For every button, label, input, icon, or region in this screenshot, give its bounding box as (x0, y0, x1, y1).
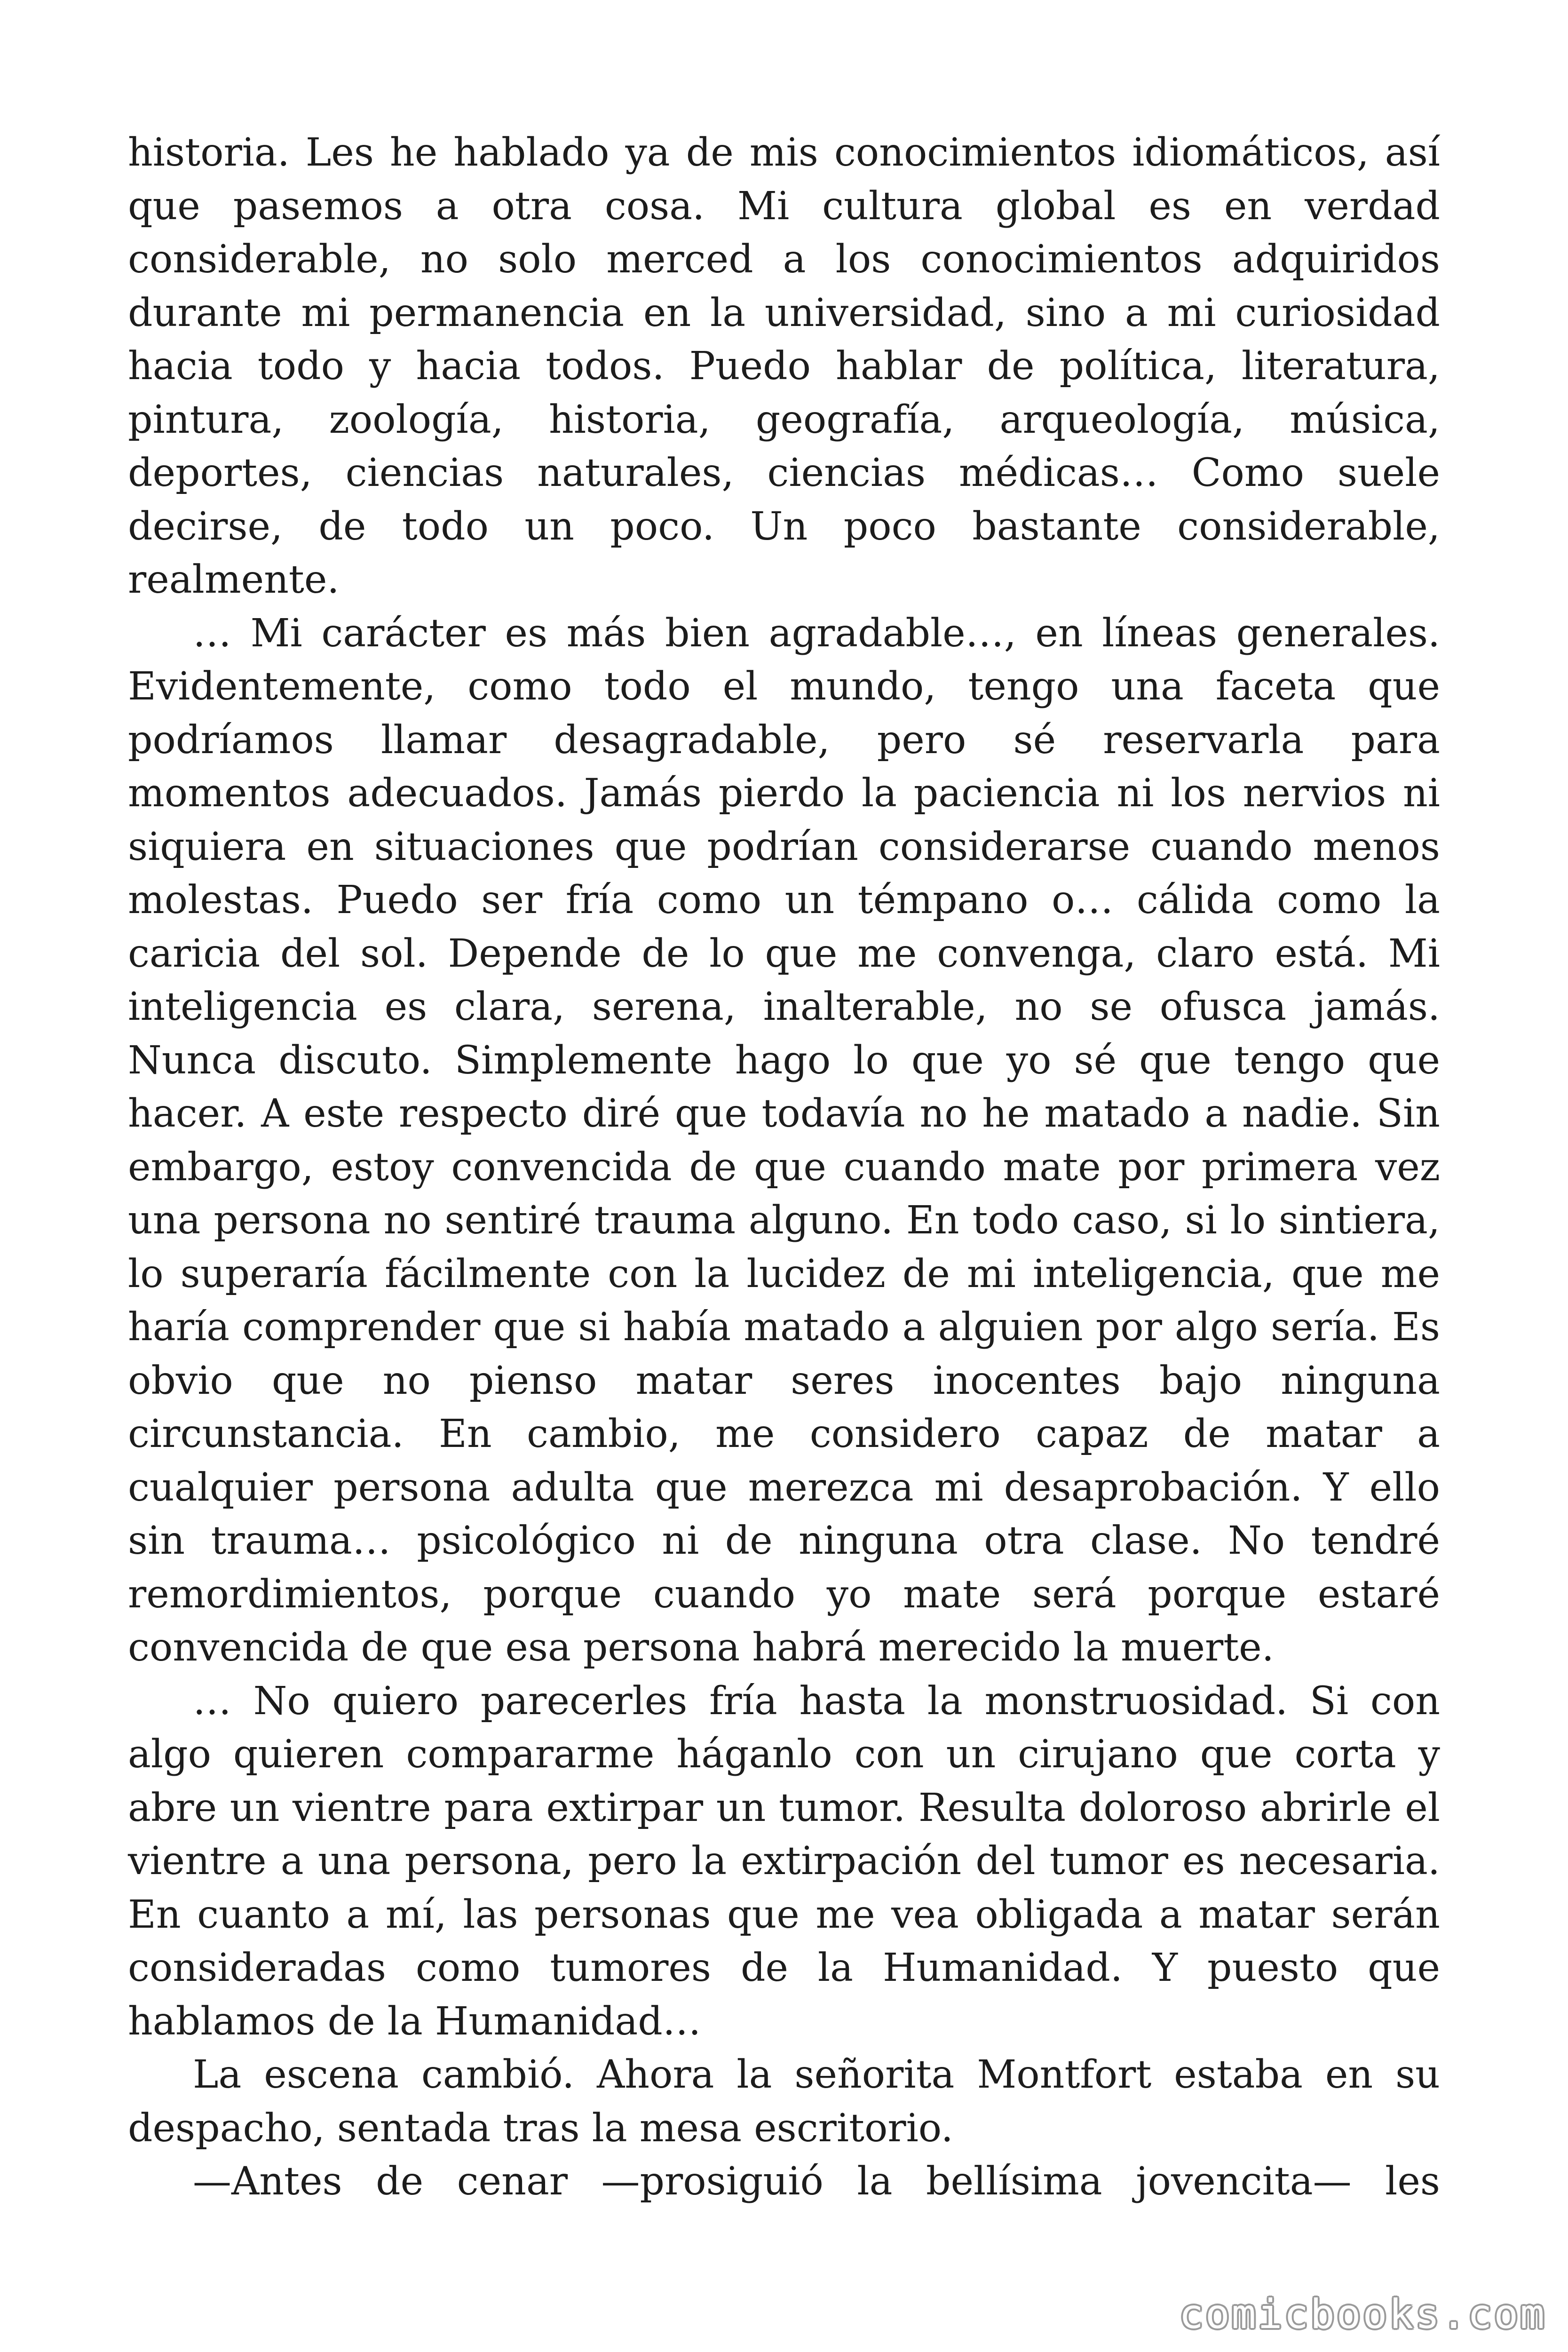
page-body (128, 126, 1440, 2204)
paragraph-1: historia. Les he hablado ya de mis conocimientos idiomáticos, así que pasemos a otra cosa. Mi cultura global es en verdad considerable, no solo merced a los conocimientos adquiridos durante mi permanencia en la universidad, sino a mi curiosidad hacia todo y hacia todos. Puedo hablar de política, literatura, pintura, zoología, historia, geografía, arqueología, música, deportes, ciencias naturales, ciencias médicas… Como suele decirse, de todo un poco. Un poco bastante considerable, realmente. (128, 130, 1440, 602)
paragraph-4: La escena cambió. Ahora la señorita Montfort estaba en su despacho, sentada tras la mesa escritorio. (128, 2052, 1440, 2151)
paragraph-5: —Antes de cenar —prosiguió la bellísima jovencita— les (193, 2159, 1440, 2204)
paragraph-3: … No quiero parecerles fría hasta la monstruosidad. Si con algo quieren compararme háganlo con un cirujano que corta y abre un vientre para extirpar un tumor. Resulta doloroso abrirle el vientre a una persona, pero la extirpación del tumor es necesaria. En cuanto a mí, las personas que me vea obligada a matar serán consideradas como tumores de la Humanidad. Y puesto que hablamos de la Humanidad… (128, 1678, 1440, 2044)
paragraph-2: … Mi carácter es más bien agradable…, en líneas generales. Evidentemente, como todo el mundo, tengo una faceta que podríamos llamar desagradable, pero sé reservarla para momentos adecuados. Jamás pierdo la paciencia ni los nervios ni siquiera en situaciones que podrían considerarse cuando menos molestas. Puedo ser fría como un témpano o… cálida como la caricia del sol. Depende de lo que me convenga, claro está. Mi inteligencia es clara, serena, inalterable, no se ofusca jamás. Nunca discuto. Simplemente hago lo que yo sé que tengo que hacer. A este respecto diré que todavía no he matado a nadie. Sin embargo, estoy convencida de que cuando mate por primera vez una persona no sentiré trauma alguno. En todo caso, si lo sintiera, lo superaría fácilmente con la lucidez de mi inteligencia, que me haría comprender que si había matado a alguien por algo sería. Es obvio que no pienso matar seres inocentes bajo ninguna circunstancia. En cambio, me considero capaz de matar a cualquier persona adulta que merezca mi desaprobación. Y ello sin trauma… psicológico ni de ninguna otra clase. No tendré remordimientos, porque cuando yo mate será porque estaré convencida de que esa persona habrá merecido la muerte. (128, 611, 1440, 1670)
watermark: comicbooks.com (1179, 2291, 1546, 2338)
